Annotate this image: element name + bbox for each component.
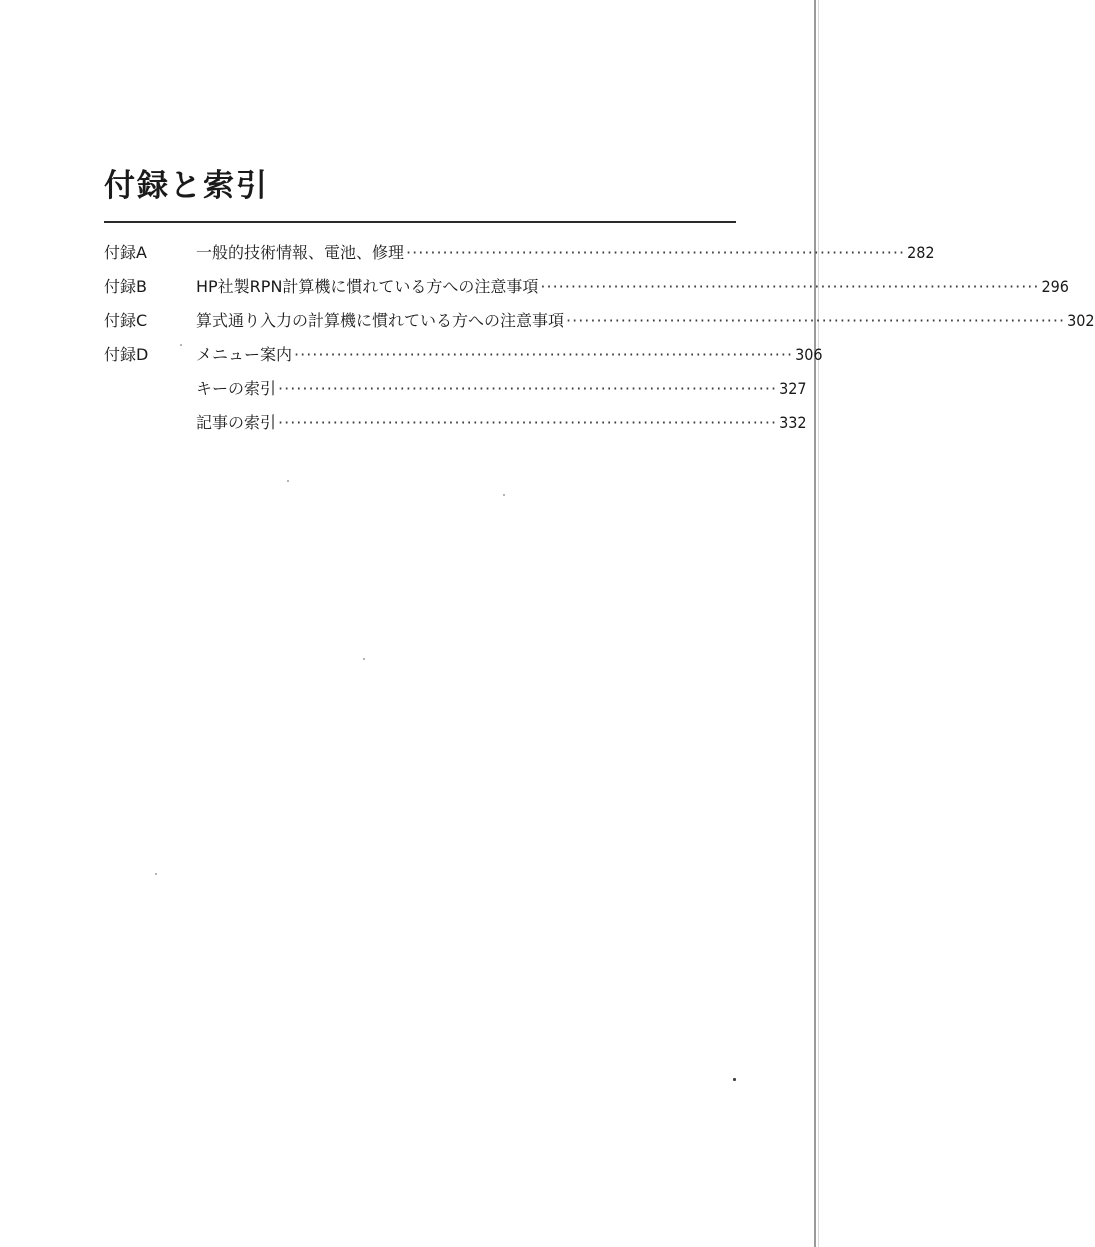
page-edge-shadow — [818, 0, 819, 1247]
scan-speck — [180, 344, 182, 346]
toc-entry — [196, 372, 807, 406]
toc-entry — [196, 304, 1095, 338]
table-of-contents — [104, 236, 1095, 440]
toc-row-subject-index[interactable] — [104, 406, 807, 440]
toc-row-appendix-b[interactable] — [104, 270, 1069, 304]
toc-page-number: 282 — [907, 243, 935, 262]
toc-page-number: 332 — [779, 413, 807, 432]
toc-row-appendix-c[interactable] — [104, 304, 1095, 338]
toc-row-appendix-d[interactable] — [104, 338, 823, 372]
toc-label: 付録C — [104, 311, 148, 330]
toc-entry-title[interactable]: 一般的技術情報、電池、修理 — [196, 243, 405, 262]
toc-entry-title[interactable]: HP社製RPN計算機に慣れている方への注意事項 — [196, 277, 539, 296]
dot-leader: ·················································································· — [278, 379, 778, 398]
scan-speck — [363, 658, 365, 660]
page-edge — [814, 0, 816, 1247]
toc-entry — [196, 338, 823, 372]
dot-leader: ·················································································· — [540, 277, 1040, 296]
title-rule — [104, 221, 736, 223]
dot-leader: ·················································································· — [278, 413, 778, 432]
dot-leader: ·················································································· — [406, 243, 906, 262]
scan-speck — [155, 873, 157, 875]
toc-entry-title[interactable]: 算式通り入力の計算機に慣れている方への注意事項 — [196, 311, 565, 330]
toc-page-number: 302 — [1067, 311, 1095, 330]
toc-entry-title[interactable]: キーの索引 — [196, 379, 277, 398]
toc-label: 付録B — [104, 277, 147, 296]
toc-entry — [196, 406, 807, 440]
dot-leader: ·················································································· — [566, 311, 1066, 330]
section-title: 付録と索引 — [104, 168, 269, 204]
dot-leader: ·················································································· — [294, 345, 794, 364]
toc-page-number: 296 — [1041, 277, 1069, 296]
toc-entry-title[interactable]: メニュー案内 — [196, 345, 293, 364]
toc-row-key-index[interactable] — [104, 372, 807, 406]
scan-speck — [733, 1078, 736, 1081]
toc-label: 付録A — [104, 243, 147, 262]
toc-entry — [196, 236, 935, 270]
scan-speck — [287, 480, 289, 482]
toc-page-number: 327 — [779, 379, 807, 398]
toc-label: 付録D — [104, 345, 149, 364]
scan-speck — [503, 494, 505, 496]
toc-page-number: 306 — [795, 345, 823, 364]
toc-entry — [196, 270, 1069, 304]
toc-row-appendix-a[interactable] — [104, 236, 935, 270]
toc-entry-title[interactable]: 記事の索引 — [196, 413, 277, 432]
